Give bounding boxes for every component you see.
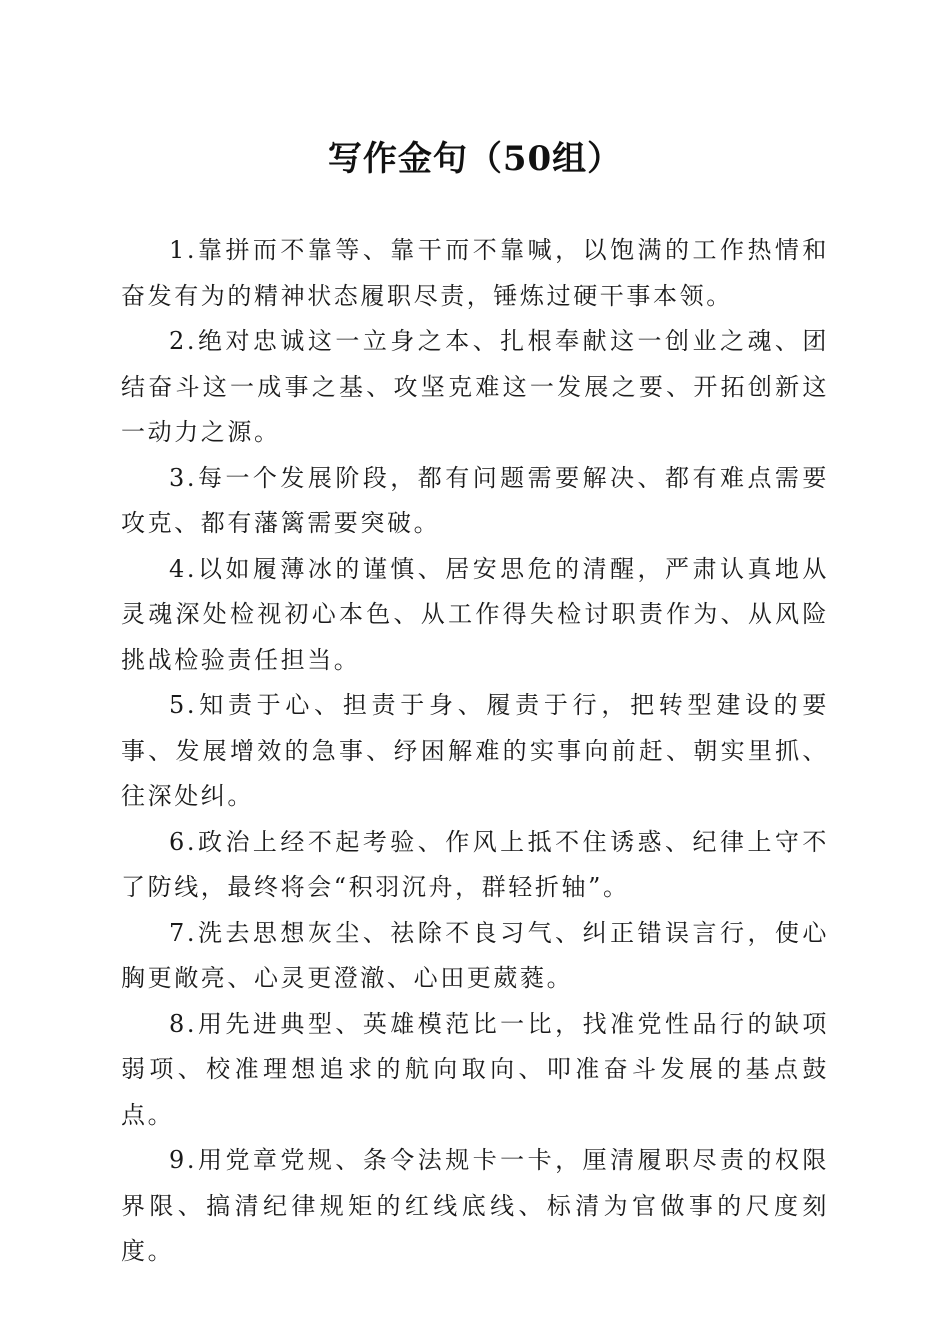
list-item: 6.政治上经不起考验、作风上抵不住诱惑、纪律上守不了防线，最终将会“积羽沉舟，群轻折轴”。 xyxy=(121,827,829,901)
list-item: 4.以如履薄冰的谨慎、居安思危的清醒，严肃认真地从灵魂深处检视初心本色、从工作得失检讨职责作为、从风险挑战检验责任担当。 xyxy=(121,554,829,674)
list-item: 7.洗去思想灰尘、祛除不良习气、纠正错误言行，使心胸更敞亮、心灵更澄澈、心田更葳蕤。 xyxy=(121,918,829,992)
list-item: 3.每一个发展阶段，都有问题需要解决、都有难点需要攻克、都有藩篱需要突破。 xyxy=(121,463,829,537)
list-item: 8.用先进典型、英雄模范比一比，找准党性品行的缺项弱项、校准理想追求的航向取向、叩准奋斗发展的基点鼓点。 xyxy=(121,1009,829,1129)
list-item: 2.绝对忠诚这一立身之本、扎根奉献这一创业之魂、团结奋斗这一成事之基、攻坚克难这一发展之要、开拓创新这一动力之源。 xyxy=(121,327,829,446)
list-item: 5.知责于心、担责于身、履责于行，把转型建设的要事、发展增效的急事、纾困解难的实事向前赶、朝实里抓、往深处纠。 xyxy=(121,691,829,810)
list-item: 9.用党章党规、条令法规卡一卡，厘清履职尽责的权限界限、搞清纪律规矩的红线底线、标清为官做事的尺度刻度。 xyxy=(121,1146,829,1265)
page-title: 写作金句（50组） xyxy=(327,139,623,179)
document-body xyxy=(121,228,829,1275)
list-item: 1.靠拼而不靠等、靠干而不靠喊，以饱满的工作热情和奋发有为的精神状态履职尽责，锤炼过硬干事本领。 xyxy=(121,236,829,310)
